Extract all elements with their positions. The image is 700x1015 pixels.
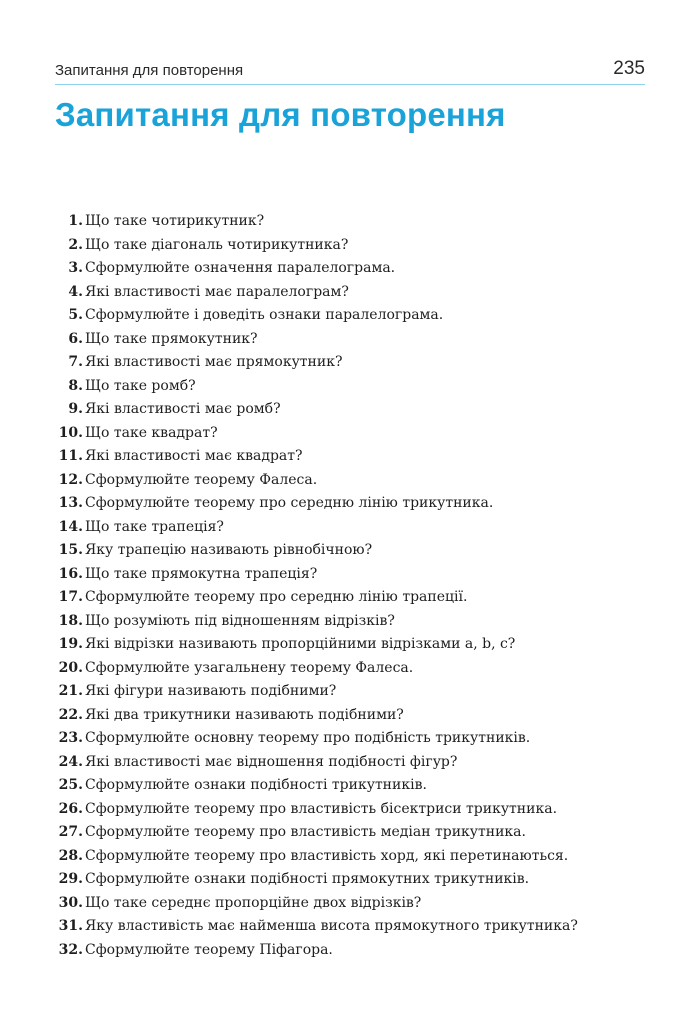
question-text: Що таке діагональ чотирикутника? [85, 236, 349, 253]
question-text: Які властивості має прямокутник? [85, 354, 343, 370]
question-number: 20. [58, 659, 83, 676]
question-text: Сформулюйте означення паралелограма. [85, 260, 396, 276]
question-number: 25. [58, 777, 83, 793]
question-text: Яку властивість має найменша висота прямокутного трикутника? [85, 918, 578, 934]
question-item [55, 422, 578, 446]
question-item [55, 798, 578, 822]
question-text: Що таке ромб? [85, 377, 196, 394]
page-number: 235 [613, 58, 645, 79]
question-item [55, 398, 578, 422]
question-number: 13. [58, 495, 83, 511]
question-item [55, 539, 578, 563]
question-number: 7. [68, 354, 83, 370]
question-item [55, 845, 578, 869]
question-text: Що таке квадрат? [85, 424, 218, 441]
question-text: Сформулюйте основну теорему про подібність трикутників. [85, 730, 531, 746]
question-item [55, 727, 578, 751]
question-number: 18. [58, 612, 83, 629]
question-number: 19. [58, 636, 83, 652]
question-text: Що таке трапеція? [85, 518, 224, 535]
question-number: 11. [58, 448, 83, 464]
question-number: 27. [58, 824, 83, 840]
question-number: 31. [58, 918, 83, 934]
question-item [55, 610, 578, 634]
question-number: 1. [68, 213, 83, 229]
running-title: Запитання для повторення [55, 62, 244, 79]
question-item [55, 234, 578, 258]
question-item [55, 281, 578, 305]
question-item [55, 375, 578, 399]
question-number: 32. [58, 941, 83, 958]
question-number: 23. [58, 730, 83, 746]
question-item [55, 304, 578, 328]
question-item [55, 680, 578, 704]
question-number: 24. [58, 753, 83, 770]
question-text: Що таке прямокутник? [85, 330, 258, 347]
question-text: Що таке прямокутна трапеція? [85, 565, 318, 582]
question-number: 4. [68, 283, 83, 300]
question-item [55, 257, 578, 281]
question-text: Сформулюйте ознаки подібності прямокутних трикутників. [85, 871, 530, 887]
question-text: Які властивості має ромб? [85, 401, 281, 417]
question-text: Що розуміють під відношенням відрізків? [85, 612, 395, 629]
question-number: 12. [58, 471, 83, 488]
question-text: Які властивості має відношення подібності фігур? [85, 753, 458, 770]
question-number: 28. [58, 847, 83, 864]
question-item [55, 445, 578, 469]
question-number: 26. [58, 800, 83, 817]
question-item [55, 774, 578, 798]
question-number: 16. [58, 565, 83, 582]
question-item [55, 586, 578, 610]
question-item [55, 516, 578, 540]
question-item [55, 939, 578, 963]
question-item [55, 704, 578, 728]
question-item [55, 563, 578, 587]
question-item [55, 492, 578, 516]
question-text: Які властивості має паралелограм? [85, 283, 349, 300]
question-text: Сформулюйте теорему про властивість бісектриси трикутника. [85, 800, 558, 817]
question-item [55, 210, 578, 234]
question-number: 14. [58, 518, 83, 535]
question-number: 17. [58, 589, 83, 605]
question-text: Сформулюйте і доведіть ознаки паралелограма. [85, 307, 444, 323]
running-header [55, 58, 645, 85]
question-text: Сформулюйте теорему Піфагора. [85, 941, 333, 958]
question-text: Що таке середнє пропорційне двох відрізків? [85, 894, 422, 911]
question-number: 21. [58, 683, 83, 699]
question-number: 5. [68, 307, 83, 323]
question-text: Яку трапецію називають рівнобічною? [85, 542, 373, 558]
question-text: Сформулюйте узагальнену теорему Фалеса. [85, 659, 414, 676]
question-number: 9. [68, 401, 83, 417]
question-text: Сформулюйте теорему Фалеса. [85, 471, 318, 488]
question-item [55, 328, 578, 352]
question-item [55, 892, 578, 916]
question-text: Сформулюйте теорему про властивість хорд, які перетинаються. [85, 847, 569, 864]
question-number: 8. [68, 377, 83, 394]
question-item [55, 915, 578, 939]
question-number: 30. [58, 894, 83, 911]
question-number: 29. [58, 871, 83, 887]
question-item [55, 821, 578, 845]
question-text: Які відрізки називають пропорційними відрізками a, b, c? [85, 636, 516, 652]
question-item [55, 751, 578, 775]
question-number: 22. [58, 706, 83, 723]
question-item [55, 868, 578, 892]
question-number: 10. [58, 424, 83, 441]
question-text: Сформулюйте теорему про середню лінію трапеції. [85, 589, 468, 605]
question-text: Які властивості має квадрат? [85, 448, 303, 464]
question-item [55, 469, 578, 493]
question-text: Які два трикутники називають подібними? [85, 706, 404, 723]
question-item [55, 633, 578, 657]
question-item [55, 657, 578, 681]
question-text: Сформулюйте теорему про властивість медіан трикутника. [85, 824, 526, 840]
question-number: 3. [68, 260, 83, 276]
question-text: Що таке чотирикутник? [85, 213, 265, 229]
question-text: Які фігури називають подібними? [85, 683, 337, 699]
question-text: Сформулюйте ознаки подібності трикутників. [85, 777, 427, 793]
page-title: Запитання для повторення [55, 96, 506, 133]
question-number: 15. [58, 542, 83, 558]
question-number: 6. [68, 330, 83, 347]
question-text: Сформулюйте теорему про середню лінію трикутника. [85, 495, 494, 511]
questions-list [55, 210, 578, 962]
question-number: 2. [68, 236, 83, 253]
question-item [55, 351, 578, 375]
